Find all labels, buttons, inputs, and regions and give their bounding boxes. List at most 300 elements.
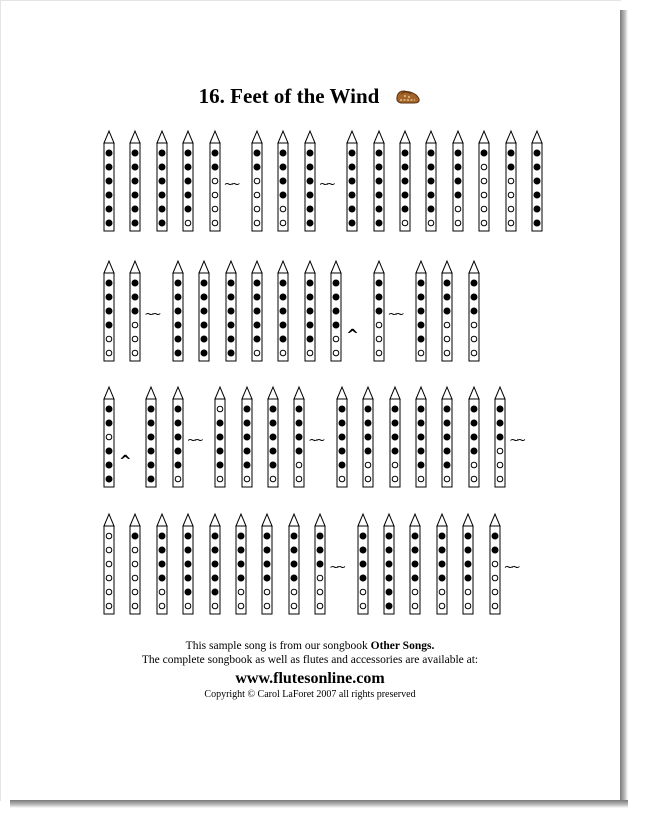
- flute-mouthpiece: [242, 387, 252, 399]
- closed-hole: [212, 547, 218, 553]
- closed-hole: [185, 533, 191, 539]
- flute-fingering: [415, 386, 427, 490]
- open-hole: [465, 603, 471, 609]
- open-hole: [455, 206, 461, 212]
- flute-mouthpiece: [210, 514, 220, 526]
- open-hole: [471, 476, 477, 482]
- closed-hole: [175, 406, 181, 412]
- closed-hole: [254, 336, 260, 342]
- open-hole: [360, 589, 366, 595]
- footer: [0, 639, 620, 701]
- open-hole: [492, 561, 498, 567]
- songbook-name: Other Songs.: [370, 640, 435, 652]
- closed-hole: [455, 192, 461, 198]
- closed-hole: [307, 192, 313, 198]
- closed-hole: [280, 280, 286, 286]
- flute-fingering: [373, 260, 385, 364]
- flute-mouthpiece: [374, 131, 384, 143]
- flute-fingering: [129, 130, 141, 234]
- closed-hole: [244, 448, 250, 454]
- closed-hole: [106, 406, 112, 412]
- open-hole: [291, 603, 297, 609]
- flute-fingering: [103, 260, 115, 364]
- open-hole: [133, 561, 139, 567]
- closed-hole: [175, 336, 181, 342]
- open-hole: [265, 589, 271, 595]
- closed-hole: [264, 561, 270, 567]
- closed-hole: [418, 322, 424, 328]
- open-hole: [481, 206, 487, 212]
- closed-hole: [317, 561, 323, 567]
- closed-hole: [307, 164, 313, 170]
- closed-hole: [244, 462, 250, 468]
- open-hole: [333, 336, 339, 342]
- closed-hole: [481, 150, 487, 156]
- open-hole: [254, 192, 260, 198]
- closed-hole: [228, 322, 234, 328]
- closed-hole: [376, 150, 382, 156]
- closed-hole: [132, 280, 138, 286]
- closed-hole: [280, 150, 286, 156]
- closed-hole: [228, 336, 234, 342]
- open-hole: [439, 589, 445, 595]
- closed-hole: [465, 533, 471, 539]
- closed-hole: [386, 603, 392, 609]
- closed-hole: [365, 448, 371, 454]
- open-hole: [481, 164, 487, 170]
- flute-mouthpiece: [173, 387, 183, 399]
- closed-hole: [132, 150, 138, 156]
- closed-hole: [428, 164, 434, 170]
- closed-hole: [471, 434, 477, 440]
- open-hole: [418, 476, 424, 482]
- open-hole: [497, 448, 503, 454]
- closed-hole: [471, 294, 477, 300]
- open-hole: [254, 206, 260, 212]
- closed-hole: [307, 308, 313, 314]
- closed-hole: [212, 561, 218, 567]
- flute-fingering: [346, 130, 358, 234]
- closed-hole: [244, 434, 250, 440]
- closed-hole: [148, 476, 154, 482]
- closed-hole: [497, 406, 503, 412]
- flute-fingering: [129, 513, 141, 617]
- open-hole: [133, 547, 139, 553]
- closed-hole: [106, 420, 112, 426]
- flute-mouthpiece: [104, 387, 114, 399]
- closed-hole: [264, 575, 270, 581]
- flute-fingering: [304, 260, 316, 364]
- closed-hole: [508, 150, 514, 156]
- closed-hole: [291, 533, 297, 539]
- closed-hole: [175, 350, 181, 356]
- flute-fingering: [267, 386, 279, 490]
- flute-mouthpiece: [252, 261, 262, 273]
- closed-hole: [228, 308, 234, 314]
- sample-song-text: This sample song is from our songbook: [185, 640, 371, 652]
- closed-hole: [465, 561, 471, 567]
- flute-fingering: [103, 386, 115, 490]
- open-hole: [402, 220, 408, 226]
- flute-fingering: [314, 513, 326, 617]
- flute-fingering: [441, 386, 453, 490]
- closed-hole: [392, 448, 398, 454]
- flute-fingering: [288, 513, 300, 617]
- flute-mouthpiece: [390, 387, 400, 399]
- closed-hole: [217, 434, 223, 440]
- closed-hole: [291, 547, 297, 553]
- flute-mouthpiece: [490, 514, 500, 526]
- closed-hole: [201, 280, 207, 286]
- flute-mouthpiece: [331, 261, 341, 273]
- open-hole: [481, 220, 487, 226]
- closed-hole: [159, 206, 165, 212]
- closed-hole: [471, 280, 477, 286]
- flute-fingering: [214, 386, 226, 490]
- closed-hole: [376, 280, 382, 286]
- closed-hole: [185, 589, 191, 595]
- flute-fingering: [251, 260, 263, 364]
- closed-hole: [418, 280, 424, 286]
- flute-fingering: [489, 513, 501, 617]
- closed-hole: [376, 206, 382, 212]
- tremolo-mark: ~~: [186, 433, 201, 447]
- closed-hole: [307, 294, 313, 300]
- closed-hole: [238, 561, 244, 567]
- flute-mouthpiece: [416, 261, 426, 273]
- closed-hole: [254, 308, 260, 314]
- closed-hole: [307, 220, 313, 226]
- flute-fingering: [277, 260, 289, 364]
- open-hole: [212, 206, 218, 212]
- open-hole: [445, 336, 451, 342]
- open-hole: [365, 462, 371, 468]
- flute-fingering: [462, 513, 474, 617]
- closed-hole: [291, 575, 297, 581]
- flute-fingering: [129, 260, 141, 364]
- open-hole: [418, 350, 424, 356]
- open-hole: [508, 192, 514, 198]
- closed-hole: [339, 406, 345, 412]
- closed-hole: [534, 164, 540, 170]
- page-shadow-bottom: [10, 800, 628, 808]
- flute-mouthpiece: [410, 514, 420, 526]
- flute-mouthpiece: [442, 261, 452, 273]
- closed-hole: [360, 575, 366, 581]
- closed-hole: [376, 308, 382, 314]
- tremolo-mark: ~~: [223, 177, 238, 191]
- closed-hole: [148, 406, 154, 412]
- closed-hole: [148, 448, 154, 454]
- open-hole: [185, 220, 191, 226]
- flute-mouthpiece: [479, 131, 489, 143]
- closed-hole: [217, 462, 223, 468]
- flute-mouthpiece: [130, 514, 140, 526]
- open-hole: [497, 476, 503, 482]
- open-hole: [317, 575, 323, 581]
- closed-hole: [201, 294, 207, 300]
- closed-hole: [254, 164, 260, 170]
- flute-mouthpiece: [453, 131, 463, 143]
- closed-hole: [317, 533, 323, 539]
- closed-hole: [412, 533, 418, 539]
- open-hole: [217, 406, 223, 412]
- flute-fingering: [441, 260, 453, 364]
- open-hole: [106, 575, 112, 581]
- closed-hole: [185, 547, 191, 553]
- closed-hole: [444, 448, 450, 454]
- open-hole: [106, 434, 112, 440]
- closed-hole: [201, 336, 207, 342]
- closed-hole: [159, 547, 165, 553]
- flute-mouthpiece: [442, 387, 452, 399]
- closed-hole: [402, 206, 408, 212]
- open-hole: [376, 322, 382, 328]
- closed-hole: [471, 308, 477, 314]
- tremolo-mark: ~~: [387, 307, 402, 321]
- closed-hole: [365, 420, 371, 426]
- closed-hole: [444, 294, 450, 300]
- closed-hole: [386, 533, 392, 539]
- open-hole: [471, 322, 477, 328]
- closed-hole: [349, 192, 355, 198]
- closed-hole: [349, 220, 355, 226]
- closed-hole: [175, 308, 181, 314]
- closed-hole: [349, 164, 355, 170]
- open-hole: [492, 575, 498, 581]
- closed-hole: [106, 280, 112, 286]
- closed-hole: [402, 178, 408, 184]
- open-hole: [471, 462, 477, 468]
- closed-hole: [106, 150, 112, 156]
- flute-mouthpiece: [278, 261, 288, 273]
- flute-fingering: [383, 513, 395, 617]
- closed-hole: [201, 350, 207, 356]
- closed-hole: [212, 533, 218, 539]
- closed-hole: [339, 462, 345, 468]
- closed-hole: [455, 178, 461, 184]
- tremolo-mark: ~~: [509, 433, 524, 447]
- footer-line-2: The complete songbook as well as flutes and accessories are available at:: [141, 654, 479, 666]
- flute-mouthpiece: [437, 514, 447, 526]
- flute-mouthpiece: [506, 131, 516, 143]
- flute-mouthpiece: [268, 387, 278, 399]
- open-hole: [317, 589, 323, 595]
- closed-hole: [264, 533, 270, 539]
- flute-mouthpiece: [226, 261, 236, 273]
- closed-hole: [148, 434, 154, 440]
- open-hole: [297, 476, 303, 482]
- song-title: 16. Feet of the Wind: [198, 84, 380, 108]
- closed-hole: [376, 220, 382, 226]
- open-hole: [106, 336, 112, 342]
- closed-hole: [175, 294, 181, 300]
- closed-hole: [185, 150, 191, 156]
- open-hole: [133, 603, 139, 609]
- closed-hole: [439, 561, 445, 567]
- closed-hole: [159, 178, 165, 184]
- closed-hole: [376, 294, 382, 300]
- closed-hole: [159, 561, 165, 567]
- closed-hole: [212, 164, 218, 170]
- open-hole: [445, 476, 451, 482]
- closed-hole: [465, 547, 471, 553]
- closed-hole: [132, 308, 138, 314]
- open-hole: [254, 178, 260, 184]
- flute-fingering: [415, 260, 427, 364]
- closed-hole: [296, 420, 302, 426]
- closed-hole: [360, 561, 366, 567]
- closed-hole: [270, 434, 276, 440]
- closed-hole: [132, 164, 138, 170]
- closed-hole: [270, 462, 276, 468]
- closed-hole: [471, 448, 477, 454]
- open-hole: [106, 350, 112, 356]
- closed-hole: [201, 308, 207, 314]
- closed-hole: [106, 178, 112, 184]
- website-link[interactable]: www.flutesonline.com: [235, 670, 385, 687]
- flute-fingering: [277, 130, 289, 234]
- open-hole: [333, 350, 339, 356]
- closed-hole: [376, 192, 382, 198]
- closed-hole: [217, 420, 223, 426]
- accent-mark: ^: [346, 326, 359, 344]
- closed-hole: [280, 192, 286, 198]
- closed-hole: [254, 322, 260, 328]
- closed-hole: [534, 192, 540, 198]
- closed-hole: [132, 294, 138, 300]
- closed-hole: [132, 192, 138, 198]
- flute-mouthpiece: [157, 131, 167, 143]
- closed-hole: [471, 406, 477, 412]
- closed-hole: [244, 406, 250, 412]
- open-hole: [159, 589, 165, 595]
- tremolo-mark: ~~: [144, 307, 159, 321]
- closed-hole: [444, 280, 450, 286]
- closed-hole: [444, 308, 450, 314]
- open-hole: [376, 350, 382, 356]
- open-hole: [106, 547, 112, 553]
- flute-fingering: [389, 386, 401, 490]
- open-hole: [471, 350, 477, 356]
- closed-hole: [185, 192, 191, 198]
- flute-mouthpiece: [236, 514, 246, 526]
- open-hole: [392, 476, 398, 482]
- closed-hole: [185, 178, 191, 184]
- closed-hole: [106, 448, 112, 454]
- closed-hole: [339, 420, 345, 426]
- closed-hole: [132, 220, 138, 226]
- flute-mouthpiece: [469, 387, 479, 399]
- open-hole: [297, 462, 303, 468]
- closed-hole: [444, 462, 450, 468]
- closed-hole: [280, 294, 286, 300]
- closed-hole: [333, 322, 339, 328]
- open-hole: [217, 476, 223, 482]
- closed-hole: [212, 575, 218, 581]
- open-hole: [106, 561, 112, 567]
- flute-mouthpiece: [146, 387, 156, 399]
- flute-mouthpiece: [173, 261, 183, 273]
- open-hole: [413, 589, 419, 595]
- open-hole: [439, 603, 445, 609]
- closed-hole: [296, 406, 302, 412]
- open-hole: [365, 476, 371, 482]
- closed-hole: [307, 280, 313, 286]
- flute-mouthpiece: [495, 387, 505, 399]
- closed-hole: [349, 150, 355, 156]
- closed-hole: [238, 547, 244, 553]
- closed-hole: [418, 336, 424, 342]
- open-hole: [492, 589, 498, 595]
- flute-fingering: [182, 130, 194, 234]
- closed-hole: [291, 561, 297, 567]
- open-hole: [106, 533, 112, 539]
- closed-hole: [534, 178, 540, 184]
- open-hole: [281, 350, 287, 356]
- closed-hole: [280, 308, 286, 314]
- flute-fingering: [468, 386, 480, 490]
- open-hole: [254, 220, 260, 226]
- flute-fingering: [330, 260, 342, 364]
- closed-hole: [228, 350, 234, 356]
- closed-hole: [254, 150, 260, 156]
- flute-fingering: [241, 386, 253, 490]
- open-hole: [317, 603, 323, 609]
- open-hole: [133, 589, 139, 595]
- closed-hole: [360, 533, 366, 539]
- flute-mouthpiece: [358, 514, 368, 526]
- flute-fingering: [145, 386, 157, 490]
- closed-hole: [492, 547, 498, 553]
- closed-hole: [280, 322, 286, 328]
- flute-mouthpiece: [337, 387, 347, 399]
- open-hole: [481, 192, 487, 198]
- open-hole: [497, 462, 503, 468]
- closed-hole: [175, 420, 181, 426]
- open-hole: [392, 462, 398, 468]
- closed-hole: [132, 178, 138, 184]
- closed-hole: [333, 280, 339, 286]
- closed-hole: [418, 420, 424, 426]
- flute-fingering: [103, 130, 115, 234]
- closed-hole: [392, 420, 398, 426]
- closed-hole: [339, 448, 345, 454]
- closed-hole: [132, 206, 138, 212]
- open-hole: [281, 220, 287, 226]
- open-hole: [244, 476, 250, 482]
- closed-hole: [439, 575, 445, 581]
- open-hole: [265, 603, 271, 609]
- closed-hole: [333, 308, 339, 314]
- flute-mouthpiece: [104, 131, 114, 143]
- footer-line-1: [0, 639, 620, 653]
- closed-hole: [497, 434, 503, 440]
- closed-hole: [455, 164, 461, 170]
- closed-hole: [365, 434, 371, 440]
- closed-hole: [492, 533, 498, 539]
- closed-hole: [386, 547, 392, 553]
- flute-fingering: [172, 386, 184, 490]
- closed-hole: [296, 434, 302, 440]
- closed-hole: [254, 294, 260, 300]
- closed-hole: [534, 220, 540, 226]
- closed-hole: [106, 294, 112, 300]
- open-hole: [376, 336, 382, 342]
- open-hole: [212, 603, 218, 609]
- closed-hole: [428, 192, 434, 198]
- flute-mouthpiece: [384, 514, 394, 526]
